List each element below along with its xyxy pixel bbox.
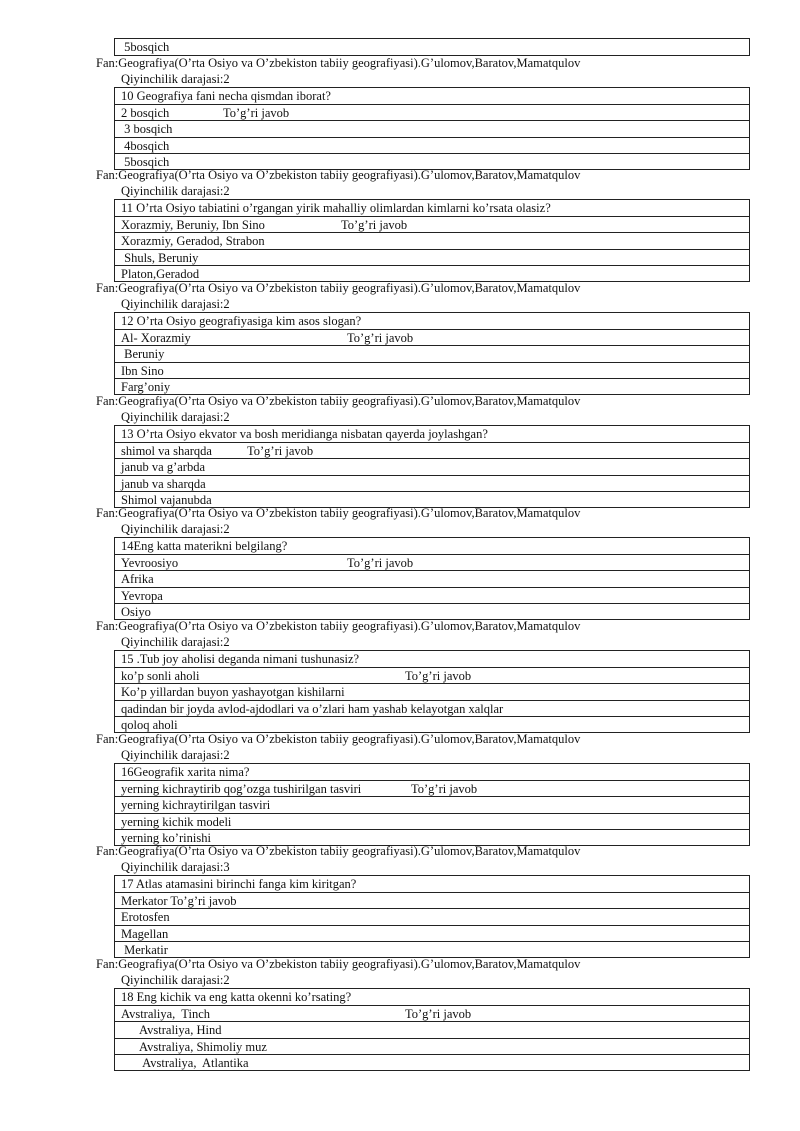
- option-row: [115, 683, 749, 699]
- option-row: [115, 137, 749, 153]
- option-row: [115, 908, 749, 924]
- option-text: yerning kichik modeli: [121, 814, 232, 829]
- option-row: [115, 554, 749, 570]
- question-table: [114, 199, 750, 282]
- option-row: [115, 39, 749, 55]
- question-table: [114, 875, 750, 958]
- option-text: Avstraliya, Hind: [121, 1023, 222, 1038]
- option-row: [115, 1005, 749, 1021]
- option-row: [115, 458, 749, 474]
- correct-answer-mark: To’g’ri javob: [405, 669, 472, 684]
- option-text: qoloq aholi: [121, 717, 178, 732]
- question-text: 18 Eng kichik va eng katta okenni ko’rsating?: [121, 990, 352, 1004]
- option-row: [115, 925, 749, 941]
- option-row: [115, 378, 749, 394]
- option-text: janub va sharqda: [121, 476, 206, 491]
- subject-line: Fan:Geografiya(O’rta Osiyo va O’zbekiston tabiiy geografiyasi).G’ulomov,Baratov,Mamatqulov: [96, 281, 581, 295]
- option-text: Al- Xorazmiy: [121, 331, 191, 346]
- question-table: [114, 763, 750, 846]
- correct-answer-mark: To’g’ri javob: [223, 106, 290, 121]
- option-text: Erotosfen: [121, 910, 170, 925]
- question-text: 11 O’rta Osiyo tabiatini o’rgangan yirik mahalliy olimlardan kimlarni ko’rsata olasiz?: [121, 201, 551, 215]
- option-row: [115, 442, 749, 458]
- question-table: [114, 650, 750, 733]
- option-row: [115, 329, 749, 345]
- option-row: [115, 1021, 749, 1037]
- question-row: [115, 876, 749, 892]
- question-row: [115, 989, 749, 1005]
- question-table: [114, 425, 750, 508]
- difficulty-level: Qiyinchilik darajasi:2: [121, 973, 230, 987]
- question-row: [115, 313, 749, 329]
- difficulty-level: Qiyinchilik darajasi:3: [121, 860, 230, 874]
- option-text: Avstraliya, Atlantika: [121, 1055, 249, 1070]
- option-row: [115, 265, 749, 281]
- question-table: [114, 988, 750, 1071]
- option-row: [115, 587, 749, 603]
- option-text: Beruniy: [121, 347, 165, 362]
- subject-line: Fan:Geografiya(O’rta Osiyo va O’zbekiston tabiiy geografiyasi).G’ulomov,Baratov,Mamatqulov: [96, 56, 581, 70]
- option-row: [115, 362, 749, 378]
- option-row: [115, 249, 749, 265]
- option-text: Ibn Sino: [121, 363, 164, 378]
- question-text: 10 Geografiya fani necha qismdan iborat?: [121, 89, 331, 103]
- option-row: [115, 475, 749, 491]
- question-table: [114, 312, 750, 395]
- correct-answer-mark: To’g’ri javob: [341, 218, 408, 233]
- option-text: Shuls, Beruniy: [121, 250, 199, 265]
- question-text: 15 .Tub joy aholisi deganda nimani tushunasiz?: [121, 652, 360, 666]
- option-row: [115, 700, 749, 716]
- option-row: [115, 603, 749, 619]
- question-row: [115, 426, 749, 442]
- question-row: [115, 764, 749, 780]
- question-table: [114, 87, 750, 170]
- option-text: 4bosqich: [121, 138, 170, 153]
- option-text: janub va g’arbda: [121, 460, 205, 475]
- option-row: [115, 796, 749, 812]
- question-text: 12 O’rta Osiyo geografiyasiga kim asos slogan?: [121, 314, 362, 328]
- option-row: [115, 120, 749, 136]
- option-text: yerning ko’rinishi: [121, 830, 211, 845]
- option-text: Ko’p yillardan buyon yashayotgan kishilarni: [121, 685, 345, 700]
- question-row: [115, 651, 749, 667]
- option-row: [115, 1054, 749, 1070]
- option-text: Merkatir: [121, 942, 168, 957]
- question-text: 17 Atlas atamasini birinchi fanga kim kiritgan?: [121, 877, 357, 891]
- option-row: [115, 345, 749, 361]
- option-row: [115, 104, 749, 120]
- difficulty-level: Qiyinchilik darajasi:2: [121, 184, 230, 198]
- question-text: 14Eng katta materikni belgilang?: [121, 539, 288, 553]
- option-text: Magellan: [121, 926, 169, 941]
- difficulty-level: Qiyinchilik darajasi:2: [121, 410, 230, 424]
- difficulty-level: Qiyinchilik darajasi:2: [121, 297, 230, 311]
- option-row: [115, 941, 749, 957]
- option-row: [115, 216, 749, 232]
- option-row: [115, 716, 749, 732]
- option-text: Farg’oniy: [121, 379, 171, 394]
- option-text: Platon,Geradod: [121, 266, 200, 281]
- option-text: ko’p sonli aholi: [121, 669, 200, 684]
- question-text: 16Geografik xarita nima?: [121, 765, 250, 779]
- question-row: [115, 88, 749, 104]
- option-row: [115, 780, 749, 796]
- question-text: 13 O’rta Osiyo ekvator va bosh meridianga nisbatan qayerda joylashgan?: [121, 427, 488, 441]
- option-text: Merkator To’g’ri javob: [121, 894, 237, 909]
- option-row: [115, 1038, 749, 1054]
- difficulty-level: Qiyinchilik darajasi:2: [121, 72, 230, 86]
- option-text: qadindan bir joyda avlod-ajdodlari va o’zlari ham yashab kelayotgan xalqlar: [121, 701, 504, 716]
- subject-line: Fan:Geografiya(O’rta Osiyo va O’zbekiston tabiiy geografiyasi).G’ulomov,Baratov,Mamatqulov: [96, 957, 581, 971]
- option-text: Xorazmiy, Beruniy, Ibn Sino: [121, 218, 265, 233]
- option-text: Avstraliya, Tinch: [121, 1007, 211, 1022]
- difficulty-level: Qiyinchilik darajasi:2: [121, 748, 230, 762]
- difficulty-level: Qiyinchilik darajasi:2: [121, 522, 230, 536]
- correct-answer-mark: To’g’ri javob: [405, 1007, 472, 1022]
- option-row: [115, 232, 749, 248]
- subject-line: Fan:Geografiya(O’rta Osiyo va O’zbekiston tabiiy geografiyasi).G’ulomov,Baratov,Mamatqulov: [96, 394, 581, 408]
- option-text: 2 bosqich: [121, 106, 170, 121]
- subject-line: Fan:Geografiya(O’rta Osiyo va O’zbekiston tabiiy geografiyasi).G’ulomov,Baratov,Mamatqulov: [96, 506, 581, 520]
- option-text: yerning kichraytirilgan tasviri: [121, 798, 271, 813]
- option-text: 5bosqich: [121, 40, 170, 54]
- option-text: 3 bosqich: [121, 122, 173, 137]
- correct-answer-mark: To’g’ri javob: [347, 556, 414, 571]
- subject-line: Fan:Geografiya(O’rta Osiyo va O’zbekiston tabiiy geografiyasi).G’ulomov,Baratov,Mamatqulov: [96, 168, 581, 182]
- option-text: Yevroosiyo: [121, 556, 179, 571]
- option-text: Osiyo: [121, 604, 151, 619]
- subject-line: Fan:Geografiya(O’rta Osiyo va O’zbekiston tabiiy geografiyasi).G’ulomov,Baratov,Mamatqulov: [96, 619, 581, 633]
- question-row: [115, 538, 749, 554]
- subject-line: Fan:Geografiya(O’rta Osiyo va O’zbekiston tabiiy geografiyasi).G’ulomov,Baratov,Mamatqulov: [96, 732, 581, 746]
- difficulty-level: Qiyinchilik darajasi:2: [121, 635, 230, 649]
- option-text: Shimol vajanubda: [121, 492, 212, 507]
- option-text: shimol va sharqda: [121, 444, 212, 459]
- option-text: Yevropa: [121, 588, 163, 603]
- subject-line: Fan:Geografiya(O’rta Osiyo va O’zbekiston tabiiy geografiyasi).G’ulomov,Baratov,Mamatqulov: [96, 844, 581, 858]
- question-row: [115, 200, 749, 216]
- option-row: [115, 892, 749, 908]
- option-row: [115, 813, 749, 829]
- option-text: Avstraliya, Shimoliy muz: [121, 1039, 267, 1054]
- option-text: Xorazmiy, Geradod, Strabon: [121, 234, 265, 249]
- option-row: [115, 667, 749, 683]
- option-text: 5bosqich: [121, 154, 170, 169]
- option-text: yerning kichraytirib qog’ozga tushirilgan tasviri: [121, 782, 362, 797]
- answer-table-top: [114, 38, 750, 56]
- correct-answer-mark: To’g’ri javob: [247, 444, 314, 459]
- option-row: [115, 570, 749, 586]
- correct-answer-mark: To’g’ri javob: [347, 331, 414, 346]
- correct-answer-mark: To’g’ri javob: [411, 782, 478, 797]
- question-table: [114, 537, 750, 620]
- option-text: Afrika: [121, 572, 154, 587]
